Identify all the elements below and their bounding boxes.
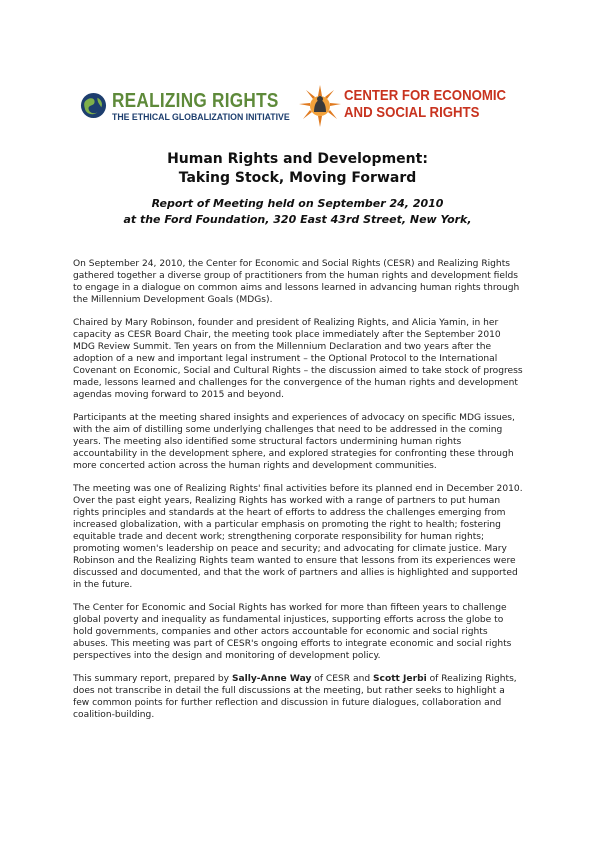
cesr-logo (298, 84, 518, 132)
paragraph: Participants at the meeting shared insights and experiences of advocacy on specific MDG issues, with the aim of distilling some underlying challenges that need to be addressed in the coming years. The meeting also identified some structural factors undermining human rights accountability in the development sphere, and explored strategies for confronting these through more concerted action across the human rights and development communities. (73, 413, 515, 471)
paragraph: Chaired by Mary Robinson, founder and president of Realizing Rights, and Alicia Yamin, in her capacity as CESR Board Chair, the meeting took place immediately after the September 2010 MDG Review Summit. Ten years on from the Millennium Declaration and two years after the adoption of a new and important legal instrument – the Optional Protocol to the International Covenant on Economic, Social and Cultural Rights – the discussion aimed to take stock of progress made, lessons learned and challenges for the convergence of the human rights and development agendas moving forward to 2015 and beyond. (73, 318, 523, 400)
author-name: Scott Jerbi (373, 674, 427, 684)
summary-text: of Realizing Rights, does not transcribe in detail the full discussions at the meeting, but rather seeks to highlight a few common points for further reflection and discussion in future dialogues, collaboration and coalition-building. (73, 674, 517, 720)
cesr-logo-line1: CENTER FOR ECONOMIC (344, 87, 507, 104)
cesr-logo-line2: AND SOCIAL RIGHTS (344, 104, 480, 121)
document-body (73, 258, 523, 732)
document-subtitle (0, 196, 595, 228)
document-title (0, 150, 595, 188)
summary-text: of CESR and (311, 674, 373, 684)
realizing-rights-logo (80, 90, 290, 130)
paragraph: On September 24, 2010, the Center for Economic and Social Rights (CESR) and Realizing Rights gathered together a diverse group of practitioners from the human rights and development fields to engage in a dialogue on common aims and lessons learned in advancing human rights through the Millennium Development Goals (MDGs). (73, 259, 520, 305)
rr-logo-name: REALIZING RIGHTS (112, 90, 279, 112)
header-logos (0, 84, 595, 134)
author-name: Sally-Anne Way (231, 674, 312, 684)
title-line-1: Human Rights and Development: (167, 151, 428, 167)
summary-text: This summary report, prepared by (73, 674, 232, 684)
sunburst-icon (298, 84, 342, 128)
title-line-2: Taking Stock, Moving Forward (178, 170, 417, 186)
rr-logo-tagline: THE ETHICAL GLOBALIZATION INITIATIVE (112, 112, 290, 123)
paragraph: The meeting was one of Realizing Rights' final activities before its planned end in December 2010. Over the past eight years, Realizing Rights has worked with a range of partners to put human rights principles and standards at the heart of efforts to address the challenges emerging from increased globalization, with a particular emphasis on promoting the right to health; fostering equitable trade and decent work; strengthening corporate responsibility for human rights; promoting women's leadership on peace and security; and advocating for climate justice. Mary Robinson and the Realizing Rights team wanted to ensure that lessons from its experiences were discussed and documented, and that the work of partners and allies is highlighted and supported in the future. (73, 484, 523, 590)
subtitle-line-1: Report of Meeting held on September 24, 2010 (151, 197, 444, 210)
subtitle-line-2: at the Ford Foundation, 320 East 43rd Street, New York, (123, 213, 472, 226)
paragraph-summary (73, 673, 523, 721)
paragraph: The Center for Economic and Social Rights has worked for more than fifteen years to challenge global poverty and inequality as fundamental injustices, supporting efforts across the globe to hold governments, companies and other actors accountable for economic and social rights abuses. This meeting was part of CESR's ongoing efforts to integrate economic and social rights perspectives into the design and monitoring of development policy. (73, 603, 512, 661)
globe-icon (80, 92, 107, 119)
